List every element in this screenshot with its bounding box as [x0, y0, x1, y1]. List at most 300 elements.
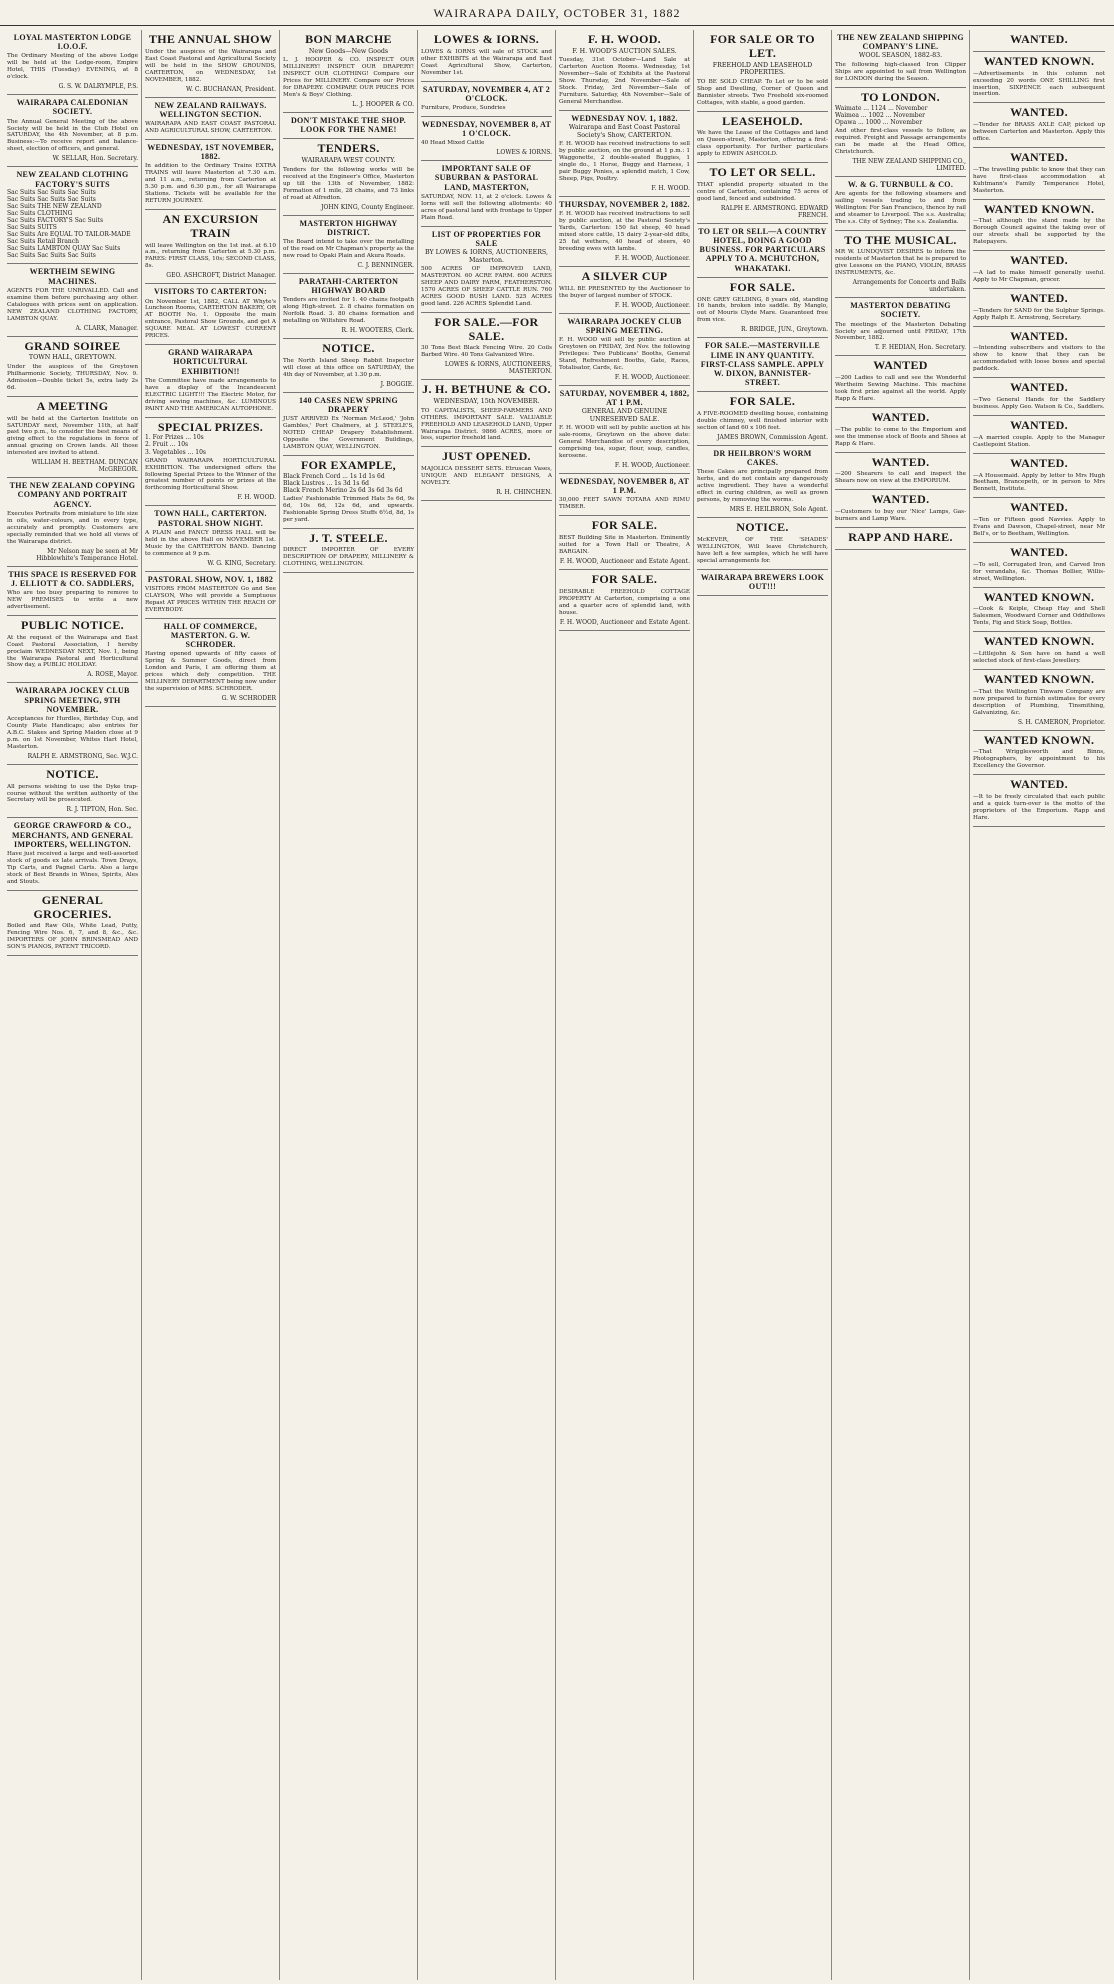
advertisement — [559, 474, 690, 516]
ad-body: Having opened upwards of fifty cases of Spring & Summer Goods, direct from London and Paris, I am offering them at prices which defy competition. THE MILLINERY DEPARTMENT being now under the supervision of MRS. SCHRODER. — [145, 651, 276, 692]
advertisement — [7, 397, 138, 479]
ad-heading: LOYAL MASTERTON LODGE I.O.O.F. — [13, 33, 132, 52]
ad-signature: WILLIAM H. BEETHAM. DUNCAN McGREGOR. — [31, 459, 138, 474]
masthead — [0, 0, 1114, 26]
advertisement — [7, 337, 138, 397]
advertisement — [145, 418, 276, 507]
ad-body: All persons wishing to use the Dyke trap-course without the written authority of the Secretary will be prosecuted. — [7, 783, 138, 804]
ad-body: We have the Lease of the Cottages and land on Queen-street, Masterton, offering a first-class opportunity. For further particulars apply to EDWIN ASHCOLD. — [697, 130, 828, 158]
ad-body: DIRECT IMPORTER OF EVERY DESCRIPTION OF DRAPERY, MILLINERY & CLOTHING, WELLINGTON. — [283, 547, 414, 568]
ad-body: TO CAPITALISTS, SHEEP-FARMERS AND OTHERS. IMPORTANT SALE. VALUABLE FREEHOLD AND LEASEHOLD LAND, Upper Wairarapa District. 9866 ACRES, more or less, superior freehold land. — [421, 407, 552, 442]
column-6 — [694, 30, 832, 1980]
ad-body: F. H. WOOD has received instructions to sell by public auction, on the ground at 1 p.m.: 1 Waggonette, 2 double-seated Buggies, 1 single do., 1 Horse, Buggy and Harness, 1 pair Buggy Ponies, a splendid match, 1 Cow, Sheep, Pigs, Poultry. — [559, 141, 690, 183]
ad-signature: MRS E. HEILBRON, Sole Agent. — [729, 506, 828, 514]
advertisement — [7, 818, 138, 890]
ad-list-line: Sac Suits LAMBTON QUAY Sac Suits — [7, 245, 121, 253]
ad-heading: WANTED KNOWN. — [983, 732, 1095, 747]
ad-heading: DON'T MISTAKE THE SHOP. LOOK FOR THE NAME! — [290, 116, 407, 135]
ad-signature: C. J. BENNINGER. — [357, 261, 414, 269]
ad-heading: A SILVER CUP — [581, 268, 668, 283]
advertisement — [559, 386, 690, 474]
ad-body: Have just received a large and well-assorted stock of goods ex late arrivals. Town Drays, Tip Carts, and Pagnel Carts. Also a large stock of Best Brands in Wines, Spirits, Ales and Stouts. — [7, 850, 138, 885]
advertisement — [421, 227, 552, 313]
ad-signature: A. ROSE, Mayor. — [87, 671, 138, 679]
ad-subheading: BY LOWES & IORNS, AUCTIONEERS, Masterton. — [424, 249, 549, 264]
ad-heading: THE ANNUAL SHOW — [148, 32, 273, 46]
ad-heading: NEW ZEALAND RAILWAYS. WELLINGTON SECTION. — [154, 100, 267, 119]
ad-heading: THURSDAY, NOVEMBER 2, 1882. — [559, 200, 690, 210]
ad-heading: TO LET OR SELL. — [709, 165, 816, 180]
ad-body: VISITORS FROM MASTERTON Go and See CLAYSON, Who will provide a Sumptuous Repast AT PRICES WITHIN THE REACH OF EVERYBODY. — [145, 585, 276, 613]
ad-body: THAT splendid property situated in the centre of Carterton, containing 75 acres of good land, fenced and subdivided. — [697, 181, 828, 202]
column-8 — [970, 30, 1108, 1980]
ad-body: The meetings of the Masterton Debating Society are adjourned until FRIDAY, 17th November, 1882. — [835, 321, 966, 342]
advertisement — [145, 345, 276, 417]
ad-heading: W. & G. TURNBULL & CO. — [847, 179, 954, 189]
ad-body: —Two General Hands for the Saddlery business. Apply Geo. Watson & Co., Saddlers. — [973, 397, 1105, 411]
advertisement — [697, 112, 828, 164]
newspaper-columns — [4, 30, 1110, 1980]
advertisement — [835, 490, 966, 528]
advertisement — [973, 30, 1105, 52]
ad-heading: WANTED KNOWN. — [983, 634, 1095, 649]
ad-body: Executes Portraits from miniature to life size in oils, water-colours, and in every type, accurately and promptly. Customers are specially reminded that we hold all views of the Wairarapa district. — [7, 510, 138, 545]
advertisement — [7, 264, 138, 336]
ad-signature: RALPH E. ARMSTRONG. EDWARD FRENCH. — [720, 204, 828, 219]
ad-signature: F. H. WOOD, Auctioneer. — [614, 301, 690, 309]
ad-signature: G. W. SCHRODER — [221, 694, 276, 702]
advertisement — [145, 98, 276, 140]
ad-list-line: Black French Merino 2s 6d 3s 6d 3s 6d — [283, 486, 403, 494]
ad-body: ONE GREY GELDING, 8 years old, standing 16 hands, broken into saddle. By Manglo, out of Mouris Clyde Mare. Guaranteed free from vice. — [697, 296, 828, 324]
ad-body: —Cook & Keiple, Cheap Hay and Shell Salesmen, Woodward Corner and Oddfellows Tents, Fig and Stick Soap, Bottles. — [973, 606, 1105, 627]
ad-body: MR W. LUNDQVIST DESIRES to inform the residents of Masterton that he is prepared to give Lessons on the PIANO, VIOLIN, BRASS INSTRUMENTS, &c. — [835, 249, 966, 277]
ad-heading: IMPORTANT SALE OF SUBURBAN & PASTORAL LAND, MASTERTON, — [434, 164, 539, 192]
ad-body: —The travelling public to know that they can have first-class accommodation at Kuhtmann's Family Temperance Hotel, Masterton. — [973, 166, 1105, 194]
advertisement — [421, 30, 552, 82]
ad-body: The Committee have made arrangements to have a display of the Incandescent ELECTRIC LIGHT!!! The Electric Motor, for driving sewing machines, &c. LUMINOUS PAINT AND THE AMERICAN AUTOPHONE. — [145, 377, 276, 412]
ad-heading: TOWN HALL, CARTERTON. PASTORAL SHOW NIGHT. — [154, 509, 267, 528]
advertisement — [835, 528, 966, 550]
advertisement — [697, 163, 828, 224]
ad-body: WAIRARAPA AND EAST COAST PASTORAL AND AGRICULTURAL SHOW, CARTERTON. — [145, 120, 276, 134]
advertisement — [697, 278, 828, 339]
ad-signature: W. G. KING, Secretary. — [207, 559, 276, 567]
ad-heading: 140 CASES NEW SPRING DRAPERY — [299, 395, 398, 414]
ad-body: A FIVE-ROOMED dwelling house, containing double chimney, well finished interior with section of land 60 x 106 feet. — [697, 411, 828, 431]
ad-body: —Ten or Fifteen good Navvies. Apply to Evans and Dawson, Chapel-street, near Mr Bell's, or to Beetham, Wellington. — [973, 517, 1105, 538]
advertisement — [421, 447, 552, 501]
ad-heading: WANTED. — [1010, 500, 1068, 515]
ad-heading: FOR EXAMPLE, — [301, 457, 396, 472]
advertisement — [973, 498, 1105, 543]
ad-subheading: WEDNESDAY, 15th NOVEMBER. — [433, 398, 540, 406]
advertisement — [973, 543, 1105, 588]
ad-signature: THE NEW ZEALAND SHIPPING CO., LIMITED. — [852, 157, 966, 172]
advertisement — [421, 380, 552, 447]
ad-body: These Cakes are principally prepared from herbs, and do not contain any dangerously active ingredient. They have a wonderful effect in curing children, as well as grown persons, by removing the worms. — [697, 469, 828, 504]
ad-heading: WANTED. — [1010, 253, 1068, 268]
ad-body: F. H. WOOD has received instructions to sell by public auction, at the Pastoral Society's Yards, Carterton: 150 fat sheep, 40 head mixed store cattle, 15 dairy 2-year-old dilts, 25 fat wethers, 40 head of steers, 40 breeding ewes with lambs. — [559, 211, 690, 252]
ad-heading: WANTED. — [1010, 105, 1068, 120]
ad-body: F. H. WOOD will sell by public auction at his sale-rooms, Greytown on the above date: General Merchandise of every description, comprising tea, sugar, flour, soap, candles, kerosene. — [559, 425, 690, 460]
ad-heading: WANTED. — [1010, 150, 1068, 165]
ad-signature: F. H. WOOD, Auctioneer. — [614, 462, 690, 469]
ad-heading: J. T. STEELE. — [309, 530, 388, 545]
ad-signature: G. S. W. DALRYMPLE, P.S. — [58, 83, 138, 91]
advertisement — [283, 339, 414, 393]
ad-signature: RALPH E. ARMSTRONG, Sec. W.J.C. — [27, 752, 138, 760]
advertisement — [7, 765, 138, 819]
ad-body: LOWES & IORNS will sale of STOCK and other EXHIBITS at the Wairarapa and East Coast Agricultural Show, Carterton, November 1st. — [421, 48, 552, 76]
ad-heading: THE NEW ZEALAND SHIPPING COMPANY'S LINE. — [837, 33, 964, 52]
ad-body: —Intending subscribers and visitors to the show to know that they can be accommodated with loose boxes and special paddock. — [973, 345, 1105, 373]
ad-heading: SATURDAY, NOVEMBER 4, 1882, AT 1 P.M. — [559, 388, 690, 407]
ad-subheading: GENERAL AND GENUINE UNRESERVED SALE. — [581, 408, 668, 423]
ad-list-line: Sac Suits FACTORY'S Sac Suits — [7, 217, 104, 225]
advertisement — [145, 284, 276, 345]
advertisement — [835, 177, 966, 231]
column-2 — [142, 30, 280, 1980]
ad-heading: FOR SALE. — [729, 279, 796, 294]
column-4 — [418, 30, 556, 1980]
advertisement — [973, 731, 1105, 776]
ad-heading: TO LET OR SELL—A COUNTRY HOTEL, DOING A GOOD BUSINESS. FOR PARTICULARS APPLY TO A. MCHUTCHON, WHAKATAKI. — [698, 226, 827, 273]
ad-list-line: Sac Suits CLOTHING — [7, 209, 73, 217]
ad-signature: LOWES & IORNS, AUCTIONEERS, MASTERTON. — [444, 361, 552, 376]
ad-body: —Customers to buy our 'Nice' Lamps, Gas-burners and Lamp Ware. — [835, 509, 966, 523]
ad-body: JUST ARRIVED Ex 'Norman McLeod,' 'John Gambles,' Port Chalmers, at J. STEELE'S, NOTED CHEAP Drapery Establishment. Opposite the Government Buildings, LAMBTON QUAY, WELLINGTON. — [283, 416, 414, 450]
ad-heading: WERTHEIM SEWING MACHINES. — [29, 267, 116, 286]
ad-heading: F. H. WOOD. — [588, 32, 661, 46]
ad-list-line: 3. Vegetables ... 10s — [145, 448, 206, 456]
ad-heading: WANTED. — [1010, 418, 1068, 432]
ad-heading: THE NEW ZEALAND COPYING COMPANY AND PORTRAIT AGENCY. — [9, 481, 136, 509]
advertisement — [697, 224, 828, 278]
ad-body: 40 Head Mixed Cattle — [421, 140, 485, 147]
advertisement — [697, 570, 828, 596]
ad-body: Under the auspices of the Greytown Philharmonic Society, THURSDAY, Nov. 9. Admission—Double ticket 5s, extra lady 2s 6d. — [7, 363, 138, 391]
ad-heading: WEDNESDAY, NOVEMBER 8, AT 1 P.M. — [559, 477, 690, 496]
ad-body: —The public to come to the Emporium and see the immense stock of Boots and Shoes at Rapp & Hare. — [835, 426, 966, 447]
advertisement — [421, 313, 552, 381]
ad-body: 30,000 FEET SAWN TOTARA AND RIMU TIMBER. — [559, 497, 690, 511]
advertisement — [7, 478, 138, 566]
ad-signature: F. H. WOOD, Auctioneer. — [614, 254, 690, 262]
ad-body: Furniture, Produce, Sundries — [421, 104, 506, 111]
ad-signature: Mr Nelson may be seen at Mr Hibblewhite's Temperance Hotel. — [36, 547, 138, 562]
advertisement — [559, 111, 690, 197]
column-3 — [280, 30, 418, 1980]
ad-heading: WANTED KNOWN. — [983, 201, 1095, 216]
ad-heading: SPECIAL PRIZES. — [157, 419, 264, 434]
advertisement — [973, 148, 1105, 200]
ad-heading: WANTED. — [1010, 32, 1068, 46]
ad-list-line: Waimea ... 1002 ... November — [835, 111, 926, 119]
ad-body: —Littlejohn & Son have on hand a well selected stock of first-class Jewellery. — [973, 651, 1105, 665]
ad-signature: GEO. ASHCROFT, District Manager. — [166, 272, 276, 280]
ad-body: —Tender for BRASS AXLE CAP, picked up between Carterton and Masterton. Apply this office. — [973, 122, 1105, 143]
ad-body: —It to be freely circulated that each public and a quick turn-over is the motto of the proprietors of the Emporium. Rapp and Hare. — [973, 794, 1105, 821]
advertisement — [973, 103, 1105, 148]
ad-body: At the request of the Wairarapa and East Coast Pastoral Association, I hereby proclaim WEDNESDAY NEXT, Nov. 1, being the Wairarapa Pastoral and Horticultural Show day, a PUBLIC HOLIDAY. — [7, 634, 138, 669]
ad-heading: FOR SALE.—FOR SALE. — [434, 314, 539, 343]
ad-signature: W. C. BUCHANAN, President. — [185, 85, 276, 93]
advertisement — [7, 616, 138, 684]
ad-heading: NOTICE. — [322, 340, 375, 355]
ad-subheading: FREEHOLD AND LEASEHOLD PROPERTIES. — [712, 61, 813, 77]
advertisement — [283, 139, 414, 215]
advertisement — [145, 140, 276, 210]
ad-body: —A married couple. Apply to the Manager Castlepoint Station. — [973, 434, 1105, 448]
advertisement — [973, 251, 1105, 289]
ad-heading: A MEETING — [36, 398, 109, 413]
ad-heading: RAPP AND HARE. — [848, 530, 953, 545]
ad-heading: FOR SALE OR TO LET. — [710, 32, 815, 60]
ad-body: McKEVER, OF THE 'SHADES' WELLINGTON, Will leave Christchurch, have left a few samples, which he will have special arrangements for. — [697, 536, 828, 564]
ad-signature: S. H. CAMERON, Proprietor. — [1017, 718, 1105, 726]
ad-body: —That Wrigglesworth and Binns, Photographers, by appointment to his Excellency the Governor. — [973, 749, 1105, 770]
ad-body: —To sell, Corrugated Iron, and Carved Iron for verandahs, &c. Thomas Bollier, Willis-street, Wellington. — [973, 561, 1105, 582]
ad-body: —Advertisements in this column not exceeding 20 words ONE SHILLING first insertion, SIXPENCE each subsequent insertion. — [973, 70, 1105, 98]
ad-body: MAJOLICA DESSERT SETS. Etruscan Vases, UNIQUE AND ELEGANT DESIGNS, A NOVELTY. — [421, 466, 552, 487]
ad-body: Who are too busy preparing to remove to NEW PREMISES to write a new advertisement. — [7, 590, 138, 610]
ad-body: —A Housemaid. Apply by letter to Mrs Hugh Beetham, Brancepeth, or in person to Mrs Bennett, Institute. — [973, 472, 1105, 493]
advertisement — [421, 82, 552, 117]
ad-body: GRAND WAIRARAPA HORTICULTURAL EXHIBITION. The undersigned offers the following Special Prizes to the Winner of the greatest number of points or prizes at the forthcoming Horticultural Show. — [145, 457, 276, 492]
ad-heading: PUBLIC NOTICE. — [21, 617, 124, 632]
ad-list-line: 1. For Prizes ... 10s — [145, 434, 204, 442]
ad-body: The following high-classed Iron Clipper Ships are appointed to sail from Wellington for LONDON during the Season. — [835, 61, 966, 82]
ad-heading: WANTED. — [1010, 380, 1068, 395]
ad-heading: WEDNESDAY NOV. 1, 1882. — [571, 114, 678, 124]
ad-list-line: Black Lustres ... 1s 3d 1s 6d — [283, 479, 370, 487]
ad-body: DESIRABLE FREEHOLD COTTAGE PROPERTY At Carterton, comprising a one and a quarter acre of splendid land, with house. — [559, 588, 690, 616]
advertisement — [973, 454, 1105, 499]
advertisement — [559, 197, 690, 267]
advertisement — [697, 446, 828, 518]
advertisement — [7, 30, 138, 95]
advertisement — [7, 95, 138, 167]
advertisement — [835, 231, 966, 299]
ad-body: The Ordinary Meeting of the above Lodge will be held at the Lodge-room, Empire Hotel, THIS (Tuesday) EVENING, at 8 o'clock. — [7, 53, 138, 81]
advertisement — [973, 588, 1105, 633]
ad-list-line: Sac Suits Retail Branch — [7, 238, 79, 246]
ad-heading: WANTED. — [1010, 777, 1068, 792]
ad-heading: GEORGE CRAWFORD & CO., MERCHANTS, AND GENERAL IMPORTERS, WELLINGTON. — [11, 821, 134, 849]
ad-signature: J. BOGGIE. — [380, 380, 414, 388]
ad-body: —200 Shearers to call and inspect the Shears now on view at the EMPORIUM. — [835, 471, 966, 485]
ad-heading: WANTED. — [1010, 328, 1068, 343]
advertisement — [973, 327, 1105, 379]
column-1 — [4, 30, 142, 1980]
ad-heading: LIST OF PROPERTIES FOR SALE — [431, 229, 542, 248]
ad-heading: WANTED KNOWN. — [983, 589, 1095, 604]
ad-signature: R. H. WOOTERS, Clerk. — [341, 326, 414, 334]
ad-heading: WAIRARAPA JOCKEY CLUB SPRING MEETING. — [567, 316, 682, 335]
ad-subheading: WOOL SEASON, 1882-83. — [858, 52, 943, 60]
advertisement — [283, 113, 414, 139]
ad-heading: VISITORS TO CARTERTON: — [153, 287, 268, 297]
ad-body: F. H. WOOD will sell by public auction at Greytown on FRIDAY, 3rd Nov. the following Privileges: Two Publicans' Booths, General Stand, Refreshment Booths, Gate, Races, Totalisator, Cards, &c. — [559, 337, 690, 371]
advertisement — [559, 570, 690, 631]
ad-body: Boiled and Raw Oils, White Lead, Putty, Fencing Wire Nos. 6, 7, and 8, &c., &c. IMPORTERS OF JOHN BRINSMEAD AND SON'S PIANOS, PATENT TRICORD. — [7, 923, 138, 951]
ad-heading: PASTORAL SHOW, NOV. 1, 1882 — [147, 574, 274, 584]
ad-heading: WANTED — [873, 358, 928, 373]
ad-heading: LEASEHOLD. — [722, 113, 803, 128]
ad-signature: F. H. WOOD, Auctioneer and Estate Agent. — [559, 557, 690, 565]
ad-heading: WEDNESDAY, 1ST NOVEMBER, 1882. — [147, 142, 274, 162]
ad-heading: WAIRARAPA CALEDONIAN SOCIETY. — [16, 98, 129, 117]
advertisement — [835, 30, 966, 88]
column-7 — [832, 30, 970, 1980]
ad-body: L. J. HOOPER & CO. INSPECT OUR MILLINERY! INSPECT OUR DRAPERY! INSPECT OUR CLOTHING! Compare our Prices for MILLINERY. Compare our Prices for DRAPERY. COMPARE OUR PRICES FOR Men's & Boys' Clothing. — [283, 57, 414, 99]
ad-body: Tenders are invited for 1. 40 chains footpath along High-street. 2. 8 chains formation on Norfolk Road. 3. 80 chains formation and metalling on Wiltshire Road. — [283, 297, 414, 325]
advertisement — [973, 632, 1105, 670]
ad-signature: R. H. CHINCHEN. — [496, 489, 552, 497]
masthead-title: WAIRARAPA DAILY, OCTOBER 31, 1882 — [433, 6, 681, 20]
advertisement — [283, 216, 414, 274]
ad-signature: F. H. WOOD, Auctioneer and Estate Agent. — [559, 618, 690, 626]
ad-signature: F. H. WOOD. — [651, 185, 690, 193]
ad-heading: GRAND WAIRARAPA HORTICULTURAL EXHIBITION!! — [168, 348, 253, 376]
ad-list-line: Black French Cord ... 1s 1d 1s 6d — [283, 472, 385, 480]
advertisement — [697, 30, 828, 112]
advertisement — [283, 529, 414, 574]
advertisement — [7, 567, 138, 616]
ad-subheading: New Goods—New Goods — [308, 47, 389, 55]
ad-body: —Tenders for SAND for the Sulphur Springs. Apply Ralph E. Armstrong, Secretary. — [973, 307, 1105, 321]
ad-body: On November 1st, 1882, CALL AT Whyte's Luncheon Rooms, CARTERTON BAKERY, OR AT BOOTH No. 1. Opposite the main entrance, Pastoral Show Grounds, and get A SQUARE MEAL AT LOWEST CURRENT PRICES. — [145, 298, 276, 340]
ad-heading: THIS SPACE IS RESERVED FOR J. ELLIOTT & CO. SADDLERS, — [8, 569, 137, 588]
ad-body: Under the auspices of the Wairarapa and East Coast Pastoral and Agricultural Society will be held in the SHOW GROUNDS, CARTERTON, on WEDNESDAY, 1st NOVEMBER, 1882. — [145, 48, 276, 83]
ad-heading: WEDNESDAY, NOVEMBER 8, AT 1 O'CLOCK. — [421, 119, 552, 139]
ad-heading: GRAND SOIREE — [24, 338, 121, 353]
ad-heading: SATURDAY, NOVEMBER 4, AT 2 O'CLOCK. — [422, 84, 551, 103]
ad-subheading: F. H. WOOD'S AUCTION SALES. — [572, 47, 677, 55]
advertisement — [559, 314, 690, 386]
ad-signature: T. F. HEDIAN, Hon. Secretary. — [874, 344, 966, 352]
ad-body: 30 Tons Best Black Fencing Wire. 20 Coils Barbed Wire. 40 Tons Galvanized Wire. — [421, 345, 552, 359]
ad-body: The Annual General Meeting of the above Society will be held in the Club Hotel on SATURDAY, the 4th November, at 8 p.m. Business:—To receive report and balance-sheet, election of officers, and general. — [7, 118, 138, 153]
ad-body: Are agents for the following steamers and sailing vessels trading to and from Wellington: For San Francisco, thence by rail and steamer to Liverpool. The s.s. Australia; The s.s. City of Sydney; The s.s. Zealandia. — [835, 190, 966, 225]
ad-heading: TO LONDON. — [861, 89, 940, 104]
ad-body: 500 ACRES OF IMPROVED LAND, MASTERTON. 60 ACRE FARM. 600 ACRES SHEEP AND DAIRY FARM, FEATHERSTON. 1570 ACRES OF SHEEP CATTLE RUN. 760 ACRES GOOD BUSH LAND. 525 ACRES good land. 226 ACRES Splendid Land. — [421, 266, 552, 307]
ad-signature: JAMES BROWN, Commission Agent. — [717, 433, 828, 441]
ad-body: will leave Wellington on the 1st inst. at 6.10 a.m., returning from Carterton at 5.30 p.m. FARES: FIRST CLASS, 10s; SECOND CLASS, 8s. — [145, 242, 276, 270]
ad-heading: FOR SALE. — [729, 394, 796, 409]
ad-body: —200 Ladies to call and see the Wonderful Wertheim Sewing Machine. This machine took first prize against all the world. Apply Rapp & Hare. — [835, 375, 966, 403]
advertisement — [697, 518, 828, 570]
column-5 — [556, 30, 694, 1980]
ad-heading: J. H. BETHUNE & CO. — [422, 382, 551, 397]
ad-heading: FOR SALE.—MASTERVILLE LIME IN ANY QUANTITY. FIRST-CLASS SAMPLE. APPLY W. DIXON, BANNISTER-STREET. — [700, 341, 825, 388]
ad-heading: AN EXCURSION TRAIN — [162, 211, 259, 240]
ad-list-line: Sac Suits Sac Suits Sac Suits — [7, 188, 96, 196]
ad-body: will be held at the Carterton Institute on SATURDAY next, November 11th, at half past two p.m., to consider the best means of giving effect to the regulations in force of annual grazing on Crown lands. All those interested are invited to attend. — [7, 415, 138, 457]
ad-body: The North Island Sheep Rabbit Inspector will close at this office on SATURDAY, the 4th day of November, at 1.30 p.m. — [283, 357, 414, 378]
advertisement — [697, 338, 828, 392]
advertisement — [835, 453, 966, 491]
advertisement — [973, 289, 1105, 327]
ad-heading: FOR SALE. — [591, 518, 658, 533]
advertisement — [559, 516, 690, 570]
ad-body: AGENTS FOR THE UNRIVALLED. Call and examine them before purchasing any other. Catalogues with prices sent on application. NEW ZEALAND CLOTHING FACTORY, LAMBTON QUAY. — [7, 287, 138, 322]
ad-body: SATURDAY, NOV. 11, at 2 o'clock. Lowes & Iorns will sell the following allotments: 40 acres of pastoral land with frontage to Upper Plain Road. — [421, 193, 552, 221]
advertisement — [835, 88, 966, 177]
ad-heading: FOR SALE. — [591, 571, 658, 586]
advertisement — [283, 274, 414, 339]
advertisement — [559, 30, 690, 111]
ad-heading: WANTED. — [871, 492, 930, 507]
advertisement — [697, 392, 828, 446]
ad-body: Tuesday, 31st October—Land Sale at Carterton Auction Rooms. Wednesday, 1st November—Sale of Exhibits at the Pastoral Show. Thursday, 2nd November—Sale of Stock. Friday, 3rd November—Sale of Furniture. Saturday, 4th November—Sale of General Merchandise. — [559, 57, 690, 106]
ad-heading: WANTED. — [1010, 290, 1068, 305]
ad-body: WILL BE PRESENTED by the Auctioneer to the buyer of largest number of STOCK. — [559, 285, 690, 299]
ad-heading: MASTERTON DEBATING SOCIETY. — [850, 301, 951, 320]
ad-body: Ladies' Fashionable Trimmed Hats 5s 6d, 9s 6d, 10s 6d, 12s 6d, and upwards. Fashionable Spring Dress Stuffs 6½d, 8d, 1s per yard. — [283, 495, 414, 523]
advertisement — [145, 572, 276, 619]
advertisement — [973, 416, 1105, 454]
ad-list-line: Sac Suits Are EQUAL TO TAILOR-MADE — [7, 231, 131, 239]
ad-heading: WANTED KNOWN. — [983, 672, 1095, 687]
advertisement — [283, 456, 414, 529]
advertisement — [421, 117, 552, 161]
ad-signature: LOWES & IORNS. — [496, 149, 552, 157]
ad-signature: A. CLARK, Manager. — [75, 324, 138, 332]
ad-signature: R. J. TIPTON, Hon. Sec. — [66, 806, 138, 814]
ad-heading: TENDERS. — [317, 141, 380, 156]
ad-body: —A lad to make himself generally useful. Apply to Mr Chapman, grocer. — [973, 270, 1105, 284]
ad-heading: WANTED. — [871, 454, 930, 469]
advertisement — [835, 298, 966, 356]
advertisement — [835, 356, 966, 408]
ad-signature: W. SELLAR, Hon. Secretary. — [52, 155, 138, 163]
advertisement — [973, 378, 1105, 416]
ad-heading: PARATAHI-CARTERTON HIGHWAY BOARD — [298, 276, 399, 295]
ad-signature: Arrangements for Concerts and Balls undertaken. — [852, 279, 966, 294]
advertisement — [421, 161, 552, 226]
ad-heading: GENERAL GROCERIES. — [33, 892, 112, 921]
advertisement — [973, 775, 1105, 827]
advertisement — [7, 167, 138, 264]
ad-body: In addition to the Ordinary Trains EXTRA TRAINS will leave Masterton at 7.30 a.m. and 11 a.m., returning from Carterton at 5.30 p.m. and 6.30 p.m., for all Wairarapa Stations. Tickets will be available for the RETURN JOURNEY. — [145, 163, 276, 204]
advertisement — [973, 670, 1105, 731]
advertisement — [7, 891, 138, 956]
ad-list-line: 2. Fruit ... 10s — [145, 441, 189, 449]
ad-body: BEST Building Site in Masterton. Eminently suited for a Town Hall or Theatre, A BARGAIN. — [559, 535, 690, 555]
ad-heading: WAIRARAPA JOCKEY CLUB SPRING MEETING, 9TH NOVEMBER. — [15, 686, 130, 714]
advertisement — [145, 506, 276, 571]
advertisement — [559, 267, 690, 314]
advertisement — [835, 408, 966, 453]
ad-body: —That although the stand made by the Borough Council against the taking over of our streets shall be supported by the Ratepayers. — [973, 218, 1105, 246]
advertisement — [973, 52, 1105, 104]
ad-list-line: Opawa ... 1000 ... November — [835, 118, 923, 126]
ad-heading: JUST OPENED. — [442, 449, 531, 464]
advertisement — [145, 619, 276, 707]
ad-list-line: Sac Suits Sac Suits Sac Suits — [7, 195, 96, 203]
ad-heading: NOTICE. — [46, 766, 99, 781]
ad-body: A PLAIN and FANCY DRESS HALL will be held in the above Hall on NOVEMBER 1st. Music by the CARTERTON BAND. Dancing to commence at 9 p.m. — [145, 529, 276, 557]
ad-heading: LOWES & IORNS. — [433, 32, 540, 46]
ad-heading: TO THE MUSICAL. — [844, 232, 957, 247]
ad-signature: F. H. WOOD. — [237, 494, 276, 502]
ad-list-line: Waimate ... 1124 ... November — [835, 104, 928, 112]
ad-heading: WANTED KNOWN. — [983, 53, 1095, 68]
advertisement — [145, 30, 276, 98]
ad-list-line: Sac Suits SUITS — [7, 224, 57, 232]
